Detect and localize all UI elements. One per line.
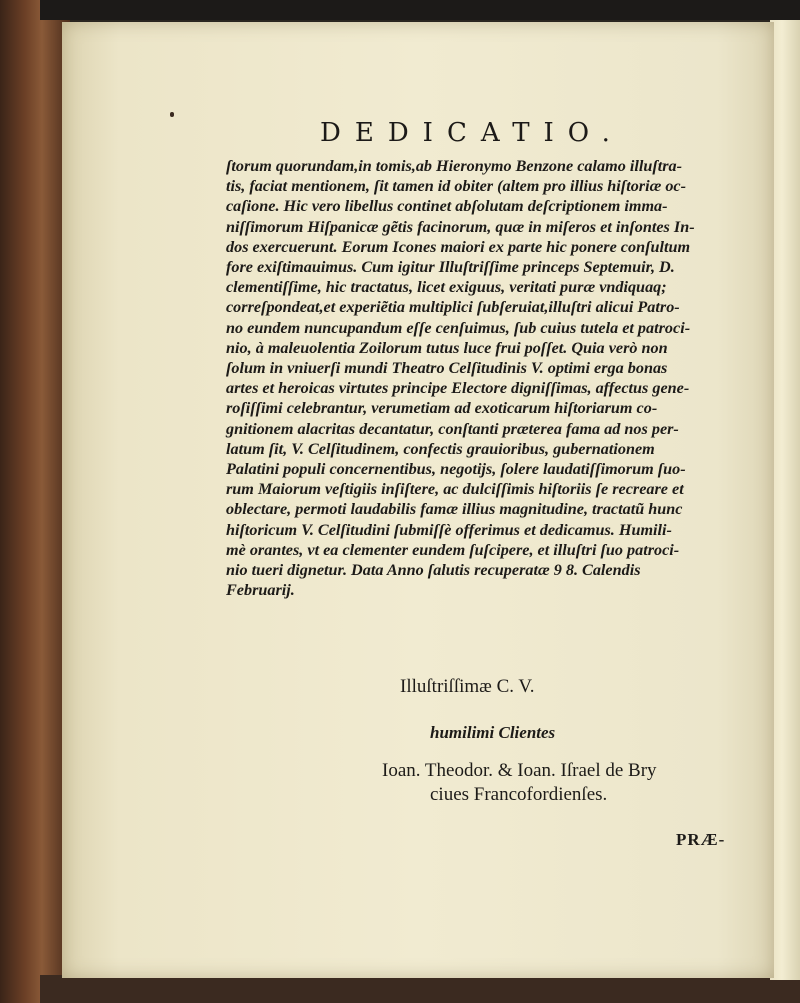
signatory-names: Ioan. Theodor. & Ioan. Iſrael de Bry: [382, 760, 657, 781]
clients-line: humilimi Clientes: [430, 723, 556, 742]
catchword: PRÆ-: [676, 830, 726, 849]
text-line: Februarij.: [226, 581, 295, 600]
page-heading: DEDICATIO.: [320, 118, 624, 148]
book-cover-bottom: [40, 975, 800, 1003]
text-line: mè orantes, vt ea clementer eundem ſuſcipere, et illuſtri ſuo patroci-: [226, 540, 680, 559]
text-line: tis, faciat mentionem, ſit tamen id obiter (altem pro illius hiſtoriæ oc-: [226, 177, 686, 196]
next-page-edge: [770, 20, 800, 980]
text-line: caſione. Hic vero libellus continet abſolutam deſcriptionem imma-: [226, 197, 668, 216]
text-line: artes et heroicas virtutes principe Electore digniſſimas, affectus gene-: [226, 379, 690, 398]
citizens-line: ciues Francofordienſes.: [430, 784, 608, 805]
text-line: Palatini populi concernentibus, negotijs, ſolere laudatiſſimorum ſuo-: [226, 460, 686, 479]
dedication-text: [226, 156, 746, 600]
text-line: fore exiſtimauimus. Cum igitur Illuſtriſſime princeps Septemuir, D.: [226, 258, 675, 277]
text-line: ſolum in vniuerſi mundi Theatro Celſitudinis V. optimi erga bonas: [226, 359, 668, 378]
text-line: rum Maiorum veſtigiis inſiſtere, ac dulciſſimis hiſtoriis ſe recreare et: [226, 480, 684, 499]
book-cover-top: [40, 0, 800, 20]
text-line: gnitionem alacritas decantatur, conſtanti præterea fama ad nos per-: [226, 419, 679, 438]
text-line: roſiſſimi celebrantur, verumetiam ad exoticarum hiſtoriarum co-: [226, 399, 658, 418]
text-line: no eundem nuncupandum eſſe cenſuimus, ſub cuius tutela et patroci-: [226, 318, 691, 337]
text-line: dos exercuerunt. Eorum Icones maiori ex parte hic ponere conſultum: [226, 237, 691, 256]
text-line: clementiſſime, hic tractatus, licet exiguus, veritati puræ vndiquaq;: [226, 278, 667, 297]
book-cover-left: [0, 0, 70, 1003]
text-line: nio tueri dignetur. Data Anno ſalutis recuperatæ 9 8. Calendis: [226, 561, 641, 580]
text-line: latum ſit, V. Celſitudinem, confectis grauioribus, gubernationem: [226, 439, 655, 458]
text-line: oblectare, permoti laudabilis famæ illius magnitudine, tractatũ hunc: [226, 500, 683, 519]
text-line: hiſtoricum V. Celſitudini ſubmiſſè offerimus et dedicamus. Humili-: [226, 520, 672, 539]
text-line: correſpondeat,et experiẽtia multiplici ſubſeruiat,illuſtri alicui Patro-: [226, 298, 680, 317]
text-line: niſſimorum Hiſpanicæ gẽtis facinorum, quæ in miſeros et inſontes In-: [226, 217, 695, 236]
ink-speck: [170, 112, 174, 117]
text-line: ſtorum quorundam,in tomis,ab Hieronymo Benzone calamo illuſtra-: [226, 157, 683, 175]
text-line: nio, à maleuolentia Zoilorum tutus luce frui poſſet. Quia verò non: [226, 338, 668, 357]
salutation: Illuſtriſſimæ C. V.: [400, 676, 535, 697]
